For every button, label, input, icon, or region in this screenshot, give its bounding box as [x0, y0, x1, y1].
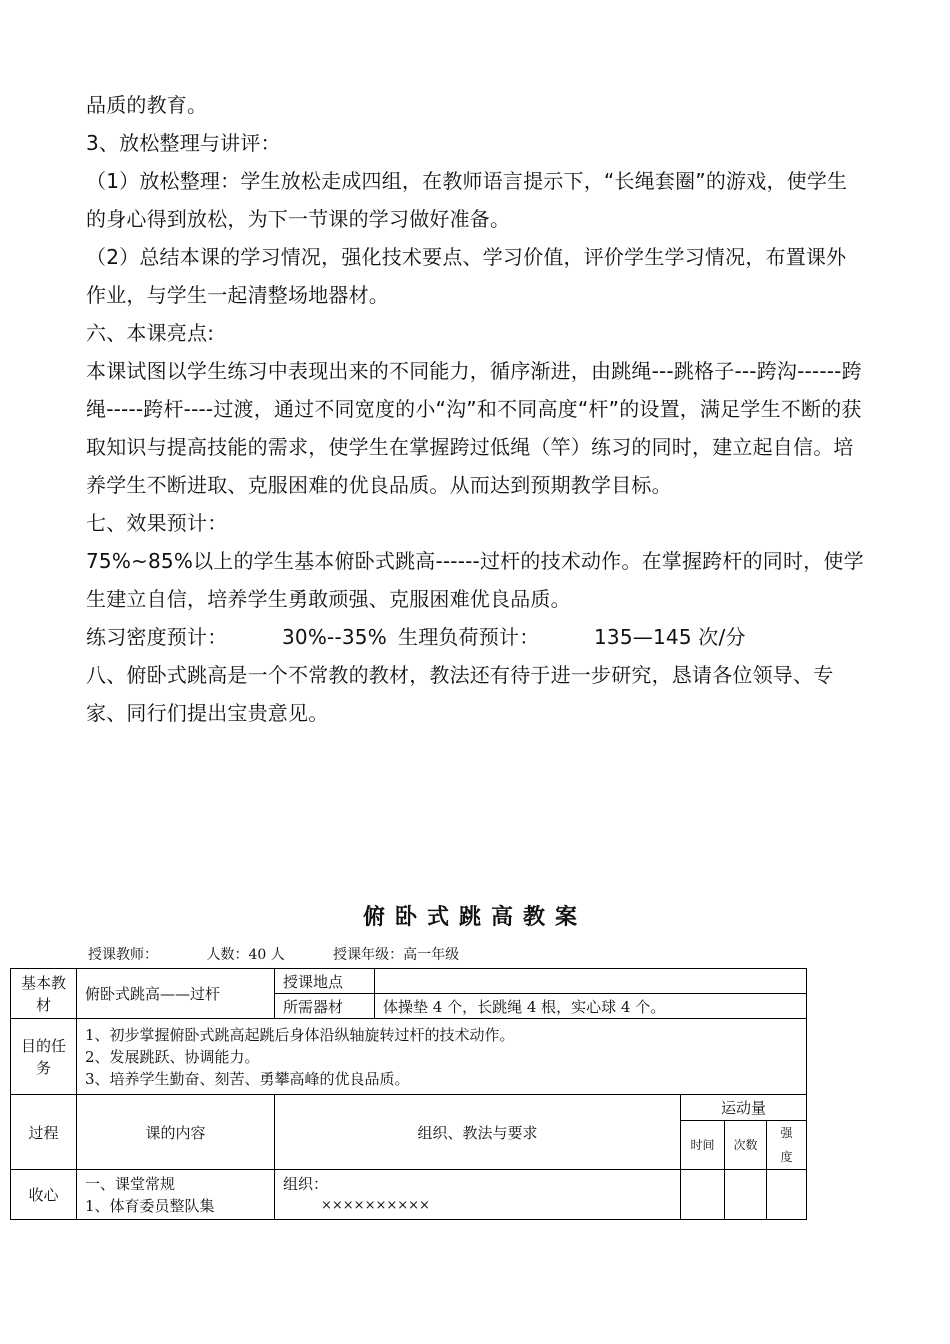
venue-label: 授课地点	[275, 969, 375, 994]
density-value: 30%--35%	[282, 625, 387, 649]
basic-material-label: 基本教材	[11, 969, 77, 1019]
paragraph-1: 品质的教育。	[86, 93, 208, 117]
teacher-label: 授课教师：	[88, 947, 158, 963]
process-cell: 收心	[11, 1170, 77, 1220]
load-value: 135—145 次/分	[594, 625, 746, 649]
goals-cell	[77, 1019, 807, 1095]
plan-meta	[88, 944, 503, 964]
stats-line	[86, 618, 866, 656]
closing-paragraph: 八、俯卧式跳高是一个不常教的教材，教法还有待于进一步研究，恳请各位领导、专家、同行们提出宝贵意见。	[86, 663, 834, 725]
paragraph-4: （2）总结本课的学习情况，强化技术要点、学习价值，评价学生学习情况，布置课外作业，与学生一起清整场地器材。	[86, 245, 847, 307]
content-cell	[77, 1170, 275, 1220]
times-header: 次数	[725, 1121, 767, 1170]
load-header: 运动量	[681, 1095, 807, 1121]
student-count: 人数：40 人	[206, 947, 285, 963]
paragraph-5: 六、本课亮点:	[86, 321, 215, 345]
topic-cell: 俯卧式跳高——过杆	[77, 969, 275, 1019]
equipment-label: 所需器材	[275, 994, 375, 1019]
org-label: 组织：	[283, 1174, 329, 1193]
goal-item: 1、初步掌握俯卧式跳高起跳后身体沿纵轴旋转过杆的技术动作。	[85, 1025, 515, 1044]
formation-row: ××××××××××	[321, 1197, 430, 1213]
paragraph-2: 3、放松整理与讲评：	[86, 131, 281, 155]
content-header: 课的内容	[77, 1095, 275, 1170]
goal-item: 3、培养学生勤奋、刻苦、勇攀高峰的优良品质。	[85, 1069, 410, 1088]
goal-label: 目的任务	[11, 1019, 77, 1095]
intensity-header: 强度	[767, 1121, 807, 1170]
method-header: 组织、教法与要求	[275, 1095, 681, 1170]
lesson-plan-table	[10, 968, 807, 1220]
process-header: 过程	[11, 1095, 77, 1170]
method-cell	[275, 1170, 681, 1220]
content-line: 一、课堂常规	[85, 1174, 176, 1193]
time-header: 时间	[681, 1121, 725, 1170]
paragraph-8: 75%~85%以上的学生基本俯卧式跳高------过杆的技术动作。在掌握跨杆的同时，使学生建立自信，培养学生勇敢顽强、克服困难优良品质。	[86, 549, 864, 611]
paragraph-3: （1）放松整理：学生放松走成四组，在教师语言提示下，“长绳套圈”的游戏，使学生的身心得到放松，为下一节课的学习做好准备。	[86, 169, 848, 231]
intensity-cell	[767, 1170, 807, 1220]
goal-item: 2、发展跳跃、协调能力。	[85, 1047, 260, 1066]
density-label: 练习密度预计：	[86, 625, 228, 649]
grade-label: 授课年级：高一年级	[333, 947, 460, 963]
content-line: 1、体育委员整队集	[85, 1196, 215, 1215]
paragraph-6: 本课试图以学生练习中表现出来的不同能力，循序渐进，由跳绳---跳格子---跨沟------跨绳-----跨杆----过渡，通过不同宽度的小“沟”和不同高度“杆”的设置，满足学生不断的获取知识与提高技能的需求，使学生在掌握跨过低绳（竿）练习的同时，建立起自信。培养学生不断进取、克服困难的优良品质。从而达到预期教学目标。	[86, 359, 862, 497]
time-cell	[681, 1170, 725, 1220]
venue-value	[375, 969, 807, 994]
paragraph-7: 七、效果预计：	[86, 511, 228, 535]
equipment-value: 体操垫 4 个，长跳绳 4 根，实心球 4 个。	[375, 994, 807, 1019]
times-cell	[725, 1170, 767, 1220]
plan-title: 俯卧式跳高教案	[362, 904, 587, 930]
document-body	[86, 86, 866, 732]
load-label: 生理负荷预计：	[398, 625, 540, 649]
